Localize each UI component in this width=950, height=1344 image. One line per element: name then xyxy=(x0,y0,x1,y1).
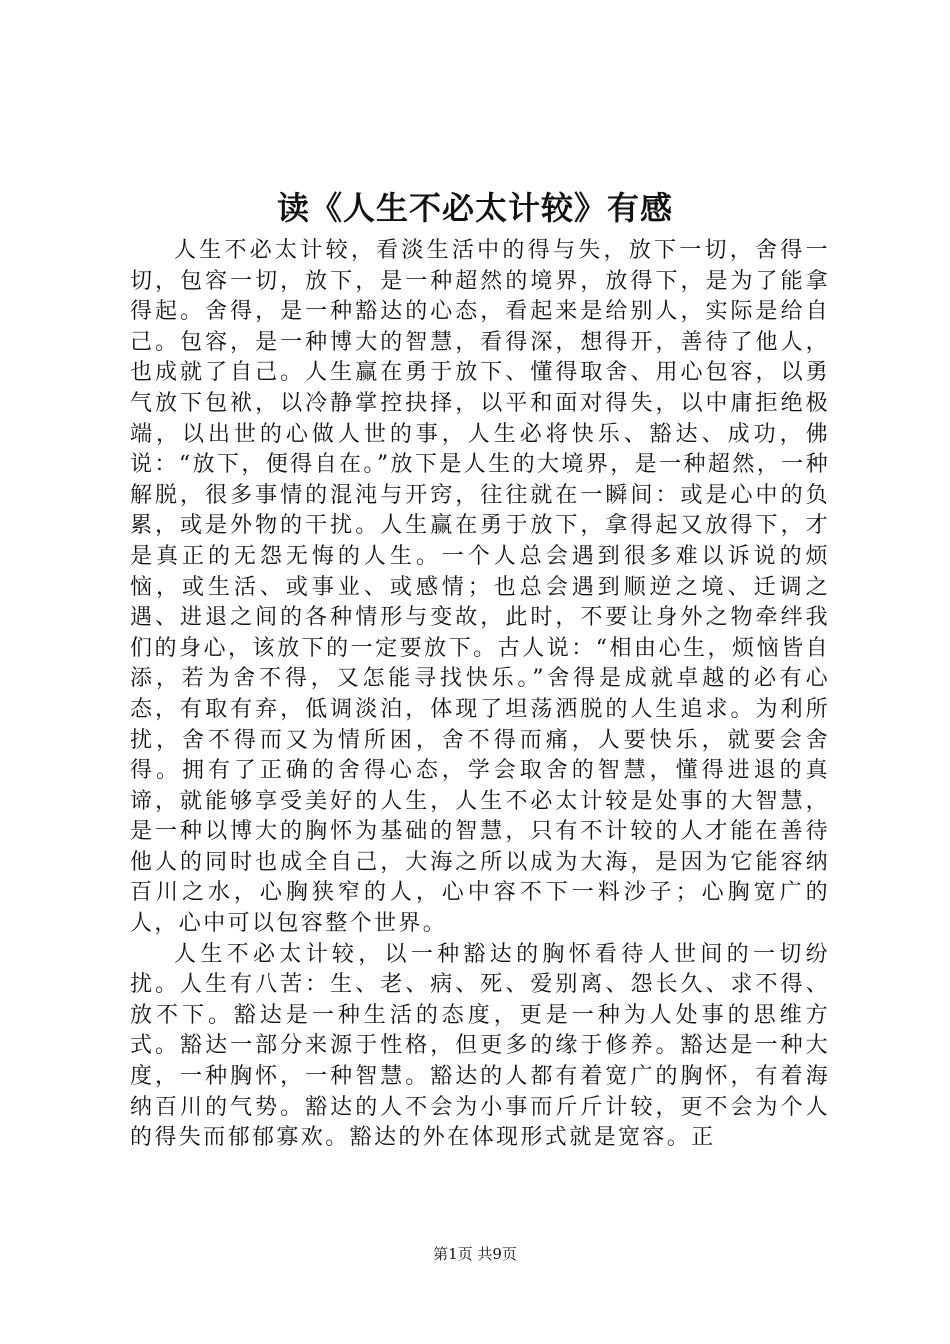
page-number-footer: 第1页 共9页 xyxy=(433,1245,517,1263)
document-title: 读《人生不必太计较》有感 xyxy=(276,189,673,227)
paragraph: 人生不必太计较，以一种豁达的胸怀看待人世间的一切纷扰。人生有八苦：生、老、病、死、爱别离、怨长久、求不得、放不下。豁达是一种生活的态度，更是一种为人处事的思维方式。豁达一部分来源于性格，但更多的缘于修养。豁达是一种大度，一种胸怀，一种智慧。豁达的人都有着宽广的胸怀，有着海纳百川的气势。豁达的人不会为小事而斤斤计较，更不会为个人的得失而郁郁寡欢。豁达的外在体现形式就是宽容。正 xyxy=(130,941,830,1151)
document-body xyxy=(130,236,830,1154)
paragraph: 人生不必太计较，看淡生活中的得与失，放下一切，舍得一切，包容一切，放下，是一种超然的境界，放得下，是为了能拿得起。舍得，是一种豁达的心态，看起来是给别人，实际是给自己。包容，是一种博大的智慧，看得深，想得开，善待了他人，也成就了自己。人生赢在勇于放下、懂得取舍、用心包容，以勇气放下包袱，以冷静掌控抉择，以平和面对得失，以中庸拒绝极端，以出世的心做人世的事，人生必将快乐、豁达、成功，佛说：“放下，便得自在。”放下是人生的大境界，是一种超然，一种解脱，很多事情的混沌与开窍，往往就在一瞬间：或是心中的负累，或是外物的干扰。人生赢在勇于放下，拿得起又放得下，才是真正的无怨无悔的人生。一个人总会遇到很多难以诉说的烦恼，或生活、或事业、或感情；也总会遇到顺逆之境、迁调之遇、进退之间的各种情形与变故，此时，不要让身外之物牵绊我们的身心，该放下的一定要放下。古人说：“相由心生，烦恼皆自添，若为舍不得，又怎能寻找快乐。”舍得是成就卓越的必有心态，有取有弃，低调淡泊，体现了坦荡洒脱的人生追求。为利所扰，舍不得而又为情所困，舍不得而痛，人要快乐，就要会舍得。拥有了正确的舍得心态，学会取舍的智慧，懂得进退的真谛，就能够享受美好的人生，人生不必太计较是处事的大智慧，是一种以博大的胸怀为基础的智慧，只有不计较的人才能在善待他人的同时也成全自己，大海之所以成为大海，是因为它能容纳百川之水，心胸狭窄的人，心中容不下一料沙子；心胸宽广的人，心中可以包容整个世界。 xyxy=(130,238,830,937)
